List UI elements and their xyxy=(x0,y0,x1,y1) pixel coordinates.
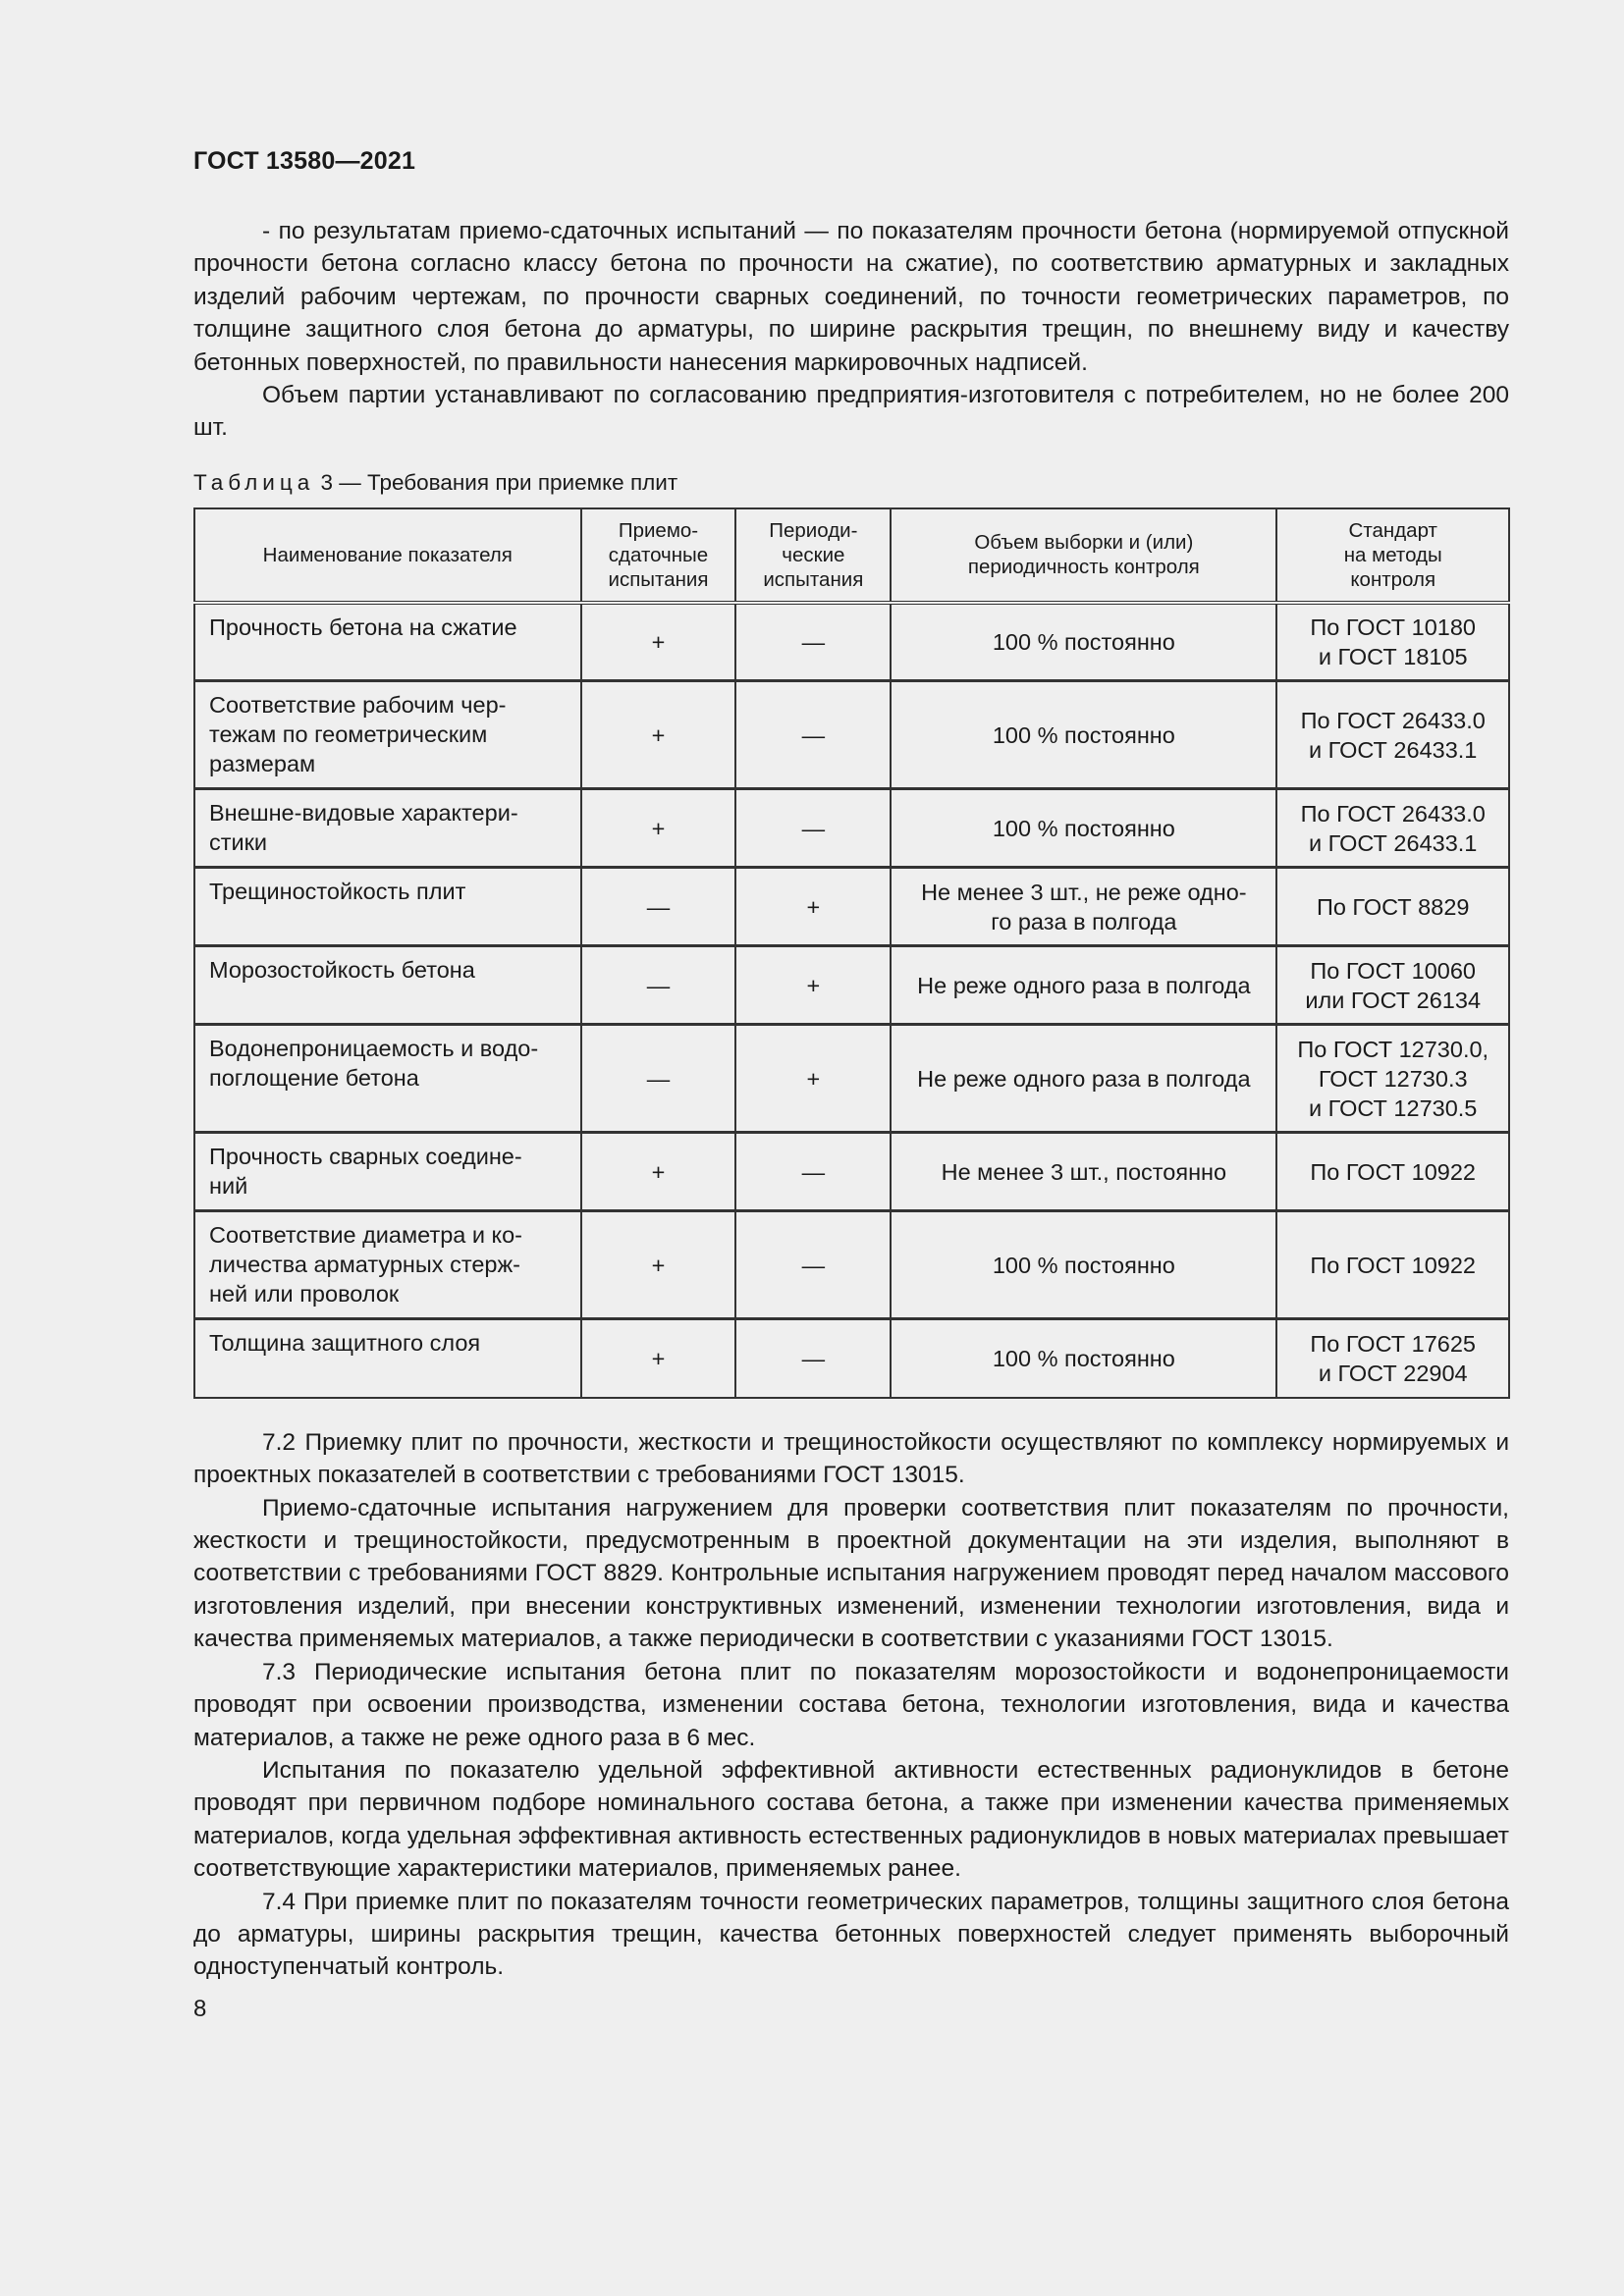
table-row xyxy=(194,868,1509,946)
header-indicator-name: Наименование показателя xyxy=(194,508,581,603)
table-row xyxy=(194,603,1509,681)
cell-periodic: — xyxy=(735,603,891,681)
cell-name: Толщина защитного слоя xyxy=(194,1319,581,1398)
cell-standard: По ГОСТ 12730.0, ГОСТ 12730.3 и ГОСТ 12730.5 xyxy=(1276,1025,1509,1133)
table-row xyxy=(194,789,1509,868)
page-number: 8 xyxy=(193,1995,207,2022)
cell-acceptance: + xyxy=(581,603,736,681)
cell-sampling: 100 % постоянно xyxy=(891,1319,1276,1398)
document-header: ГОСТ 13580—2021 xyxy=(193,147,416,175)
table-row xyxy=(194,681,1509,789)
cell-acceptance: + xyxy=(581,681,736,789)
table-row xyxy=(194,1025,1509,1133)
cell-standard: По ГОСТ 17625 и ГОСТ 22904 xyxy=(1276,1319,1509,1398)
body-paragraph-7-4: 7.4 При приемке плит по показателям точности геометрических параметров, толщины защитного слоя бетона до арматуры, ширины раскрытия трещин, качества бетонных поверхностей следует применять выборочный одноступенчатый контроль. xyxy=(193,1888,1509,1981)
header-sampling: Объем выборки и (или) периодичность контроля xyxy=(891,508,1276,603)
table-row xyxy=(194,1133,1509,1211)
cell-periodic: + xyxy=(735,868,891,946)
cell-sampling: Не реже одного раза в полгода xyxy=(891,946,1276,1025)
header-standard: Стандарт на методы контроля xyxy=(1276,508,1509,603)
cell-periodic: — xyxy=(735,1133,891,1211)
table-header-row xyxy=(194,508,1509,603)
table-caption-text: 3 — Требования при приемке плит xyxy=(320,469,678,495)
cell-acceptance: + xyxy=(581,789,736,868)
cell-sampling: Не менее 3 шт., постоянно xyxy=(891,1133,1276,1211)
cell-standard: По ГОСТ 10060 или ГОСТ 26134 xyxy=(1276,946,1509,1025)
table-caption-label: Таблица xyxy=(193,469,315,495)
document-page xyxy=(193,147,1509,2023)
cell-acceptance: + xyxy=(581,1211,736,1319)
cell-periodic: — xyxy=(735,1211,891,1319)
body-paragraph-7-2: 7.2 Приемку плит по прочности, жесткости и трещиностойкости осуществляют по комплексу нормируемых и проектных показателей в соответствии с требованиями ГОСТ 13015. xyxy=(193,1428,1509,1489)
cell-standard: По ГОСТ 26433.0 и ГОСТ 26433.1 xyxy=(1276,789,1509,868)
cell-name: Водонепроницаемость и водо- поглощение бетона xyxy=(194,1025,581,1133)
cell-acceptance: + xyxy=(581,1133,736,1211)
header-acceptance-tests: Приемо- сдаточные испытания xyxy=(581,508,736,603)
cell-periodic: — xyxy=(735,789,891,868)
cell-sampling: 100 % постоянно xyxy=(891,789,1276,868)
cell-sampling: Не менее 3 шт., не реже одно- го раза в полгода xyxy=(891,868,1276,946)
cell-sampling: 100 % постоянно xyxy=(891,1211,1276,1319)
cell-periodic: + xyxy=(735,1025,891,1133)
cell-standard: По ГОСТ 8829 xyxy=(1276,868,1509,946)
table-caption xyxy=(193,470,1509,496)
cell-acceptance: — xyxy=(581,946,736,1025)
cell-standard: По ГОСТ 10922 xyxy=(1276,1211,1509,1319)
body-paragraph-4: Испытания по показателю удельной эффективной активности естественных радионуклидов в бетоне проводят при первичном подборе номинального состава бетона, а также при изменении качества применяемых материалов, когда удельная эффективная активность естественных радионуклидов в новых материалах превышает соответствующие характеристики материалов, применяемых ранее. xyxy=(193,1756,1509,1883)
cell-standard: По ГОСТ 26433.0 и ГОСТ 26433.1 xyxy=(1276,681,1509,789)
cell-name: Морозостойкость бетона xyxy=(194,946,581,1025)
table-row xyxy=(194,1319,1509,1398)
cell-acceptance: + xyxy=(581,1319,736,1398)
body-paragraph-7-3: 7.3 Периодические испытания бетона плит по показателям морозостойкости и водонепроницаемости проводят при освоении производства, изменении состава бетона, технологии изготовления, вида и качества материалов, а также не реже одного раза в 6 мес. xyxy=(193,1658,1509,1751)
cell-name: Внешне-видовые характери- стики xyxy=(194,789,581,868)
cell-acceptance: — xyxy=(581,1025,736,1133)
cell-name: Трещиностойкость плит xyxy=(194,868,581,946)
cell-sampling: 100 % постоянно xyxy=(891,681,1276,789)
cell-standard: По ГОСТ 10922 xyxy=(1276,1133,1509,1211)
cell-acceptance: — xyxy=(581,868,736,946)
header-periodic-tests: Периоди- ческие испытания xyxy=(735,508,891,603)
intro-paragraph-1: - по результатам приемо-сдаточных испытаний — по показателям прочности бетона (нормируемой отпускной прочности бетона согласно классу бетона по прочности на сжатие), по соответствию арматурных и закладных изделий рабочим чертежам, по прочности сварных соединений, по точности геометрических параметров, по толщине защитного слоя бетона до арматуры, по ширине раскрытия трещин, по внешнему виду и качеству бетонных поверхностей, по правильности нанесения маркировочных надписей. xyxy=(193,218,1509,376)
body-paragraph-2: Приемо-сдаточные испытания нагружением для проверки соответствия плит показателям по прочности, жесткости и трещиностойкости, предусмотренным в проектной документации на эти изделия, выполняют в соответствии с требованиями ГОСТ 8829. Контрольные испытания нагружением проводят перед началом массового изготовления изделий, при внесении конструктивных изменений, изменении технологии изготовления, вида и качества применяемых материалов, а также периодически в соответствии с указаниями ГОСТ 13015. xyxy=(193,1494,1509,1653)
cell-sampling: 100 % постоянно xyxy=(891,603,1276,681)
cell-name: Прочность сварных соедине- ний xyxy=(194,1133,581,1211)
cell-periodic: — xyxy=(735,1319,891,1398)
table-row xyxy=(194,1211,1509,1319)
cell-name: Прочность бетона на сжатие xyxy=(194,603,581,681)
cell-standard: По ГОСТ 10180 и ГОСТ 18105 xyxy=(1276,603,1509,681)
acceptance-requirements-table xyxy=(193,507,1510,1399)
intro-paragraph-2: Объем партии устанавливают по согласованию предприятия-изготовителя с потребителем, но не более 200 шт. xyxy=(193,382,1509,442)
table-row xyxy=(194,946,1509,1025)
cell-periodic: — xyxy=(735,681,891,789)
cell-periodic: + xyxy=(735,946,891,1025)
cell-name: Соответствие диаметра и ко- личества арматурных стерж- ней или проволок xyxy=(194,1211,581,1319)
cell-name: Соответствие рабочим чер- тежам по геометрическим размерам xyxy=(194,681,581,789)
cell-sampling: Не реже одного раза в полгода xyxy=(891,1025,1276,1133)
